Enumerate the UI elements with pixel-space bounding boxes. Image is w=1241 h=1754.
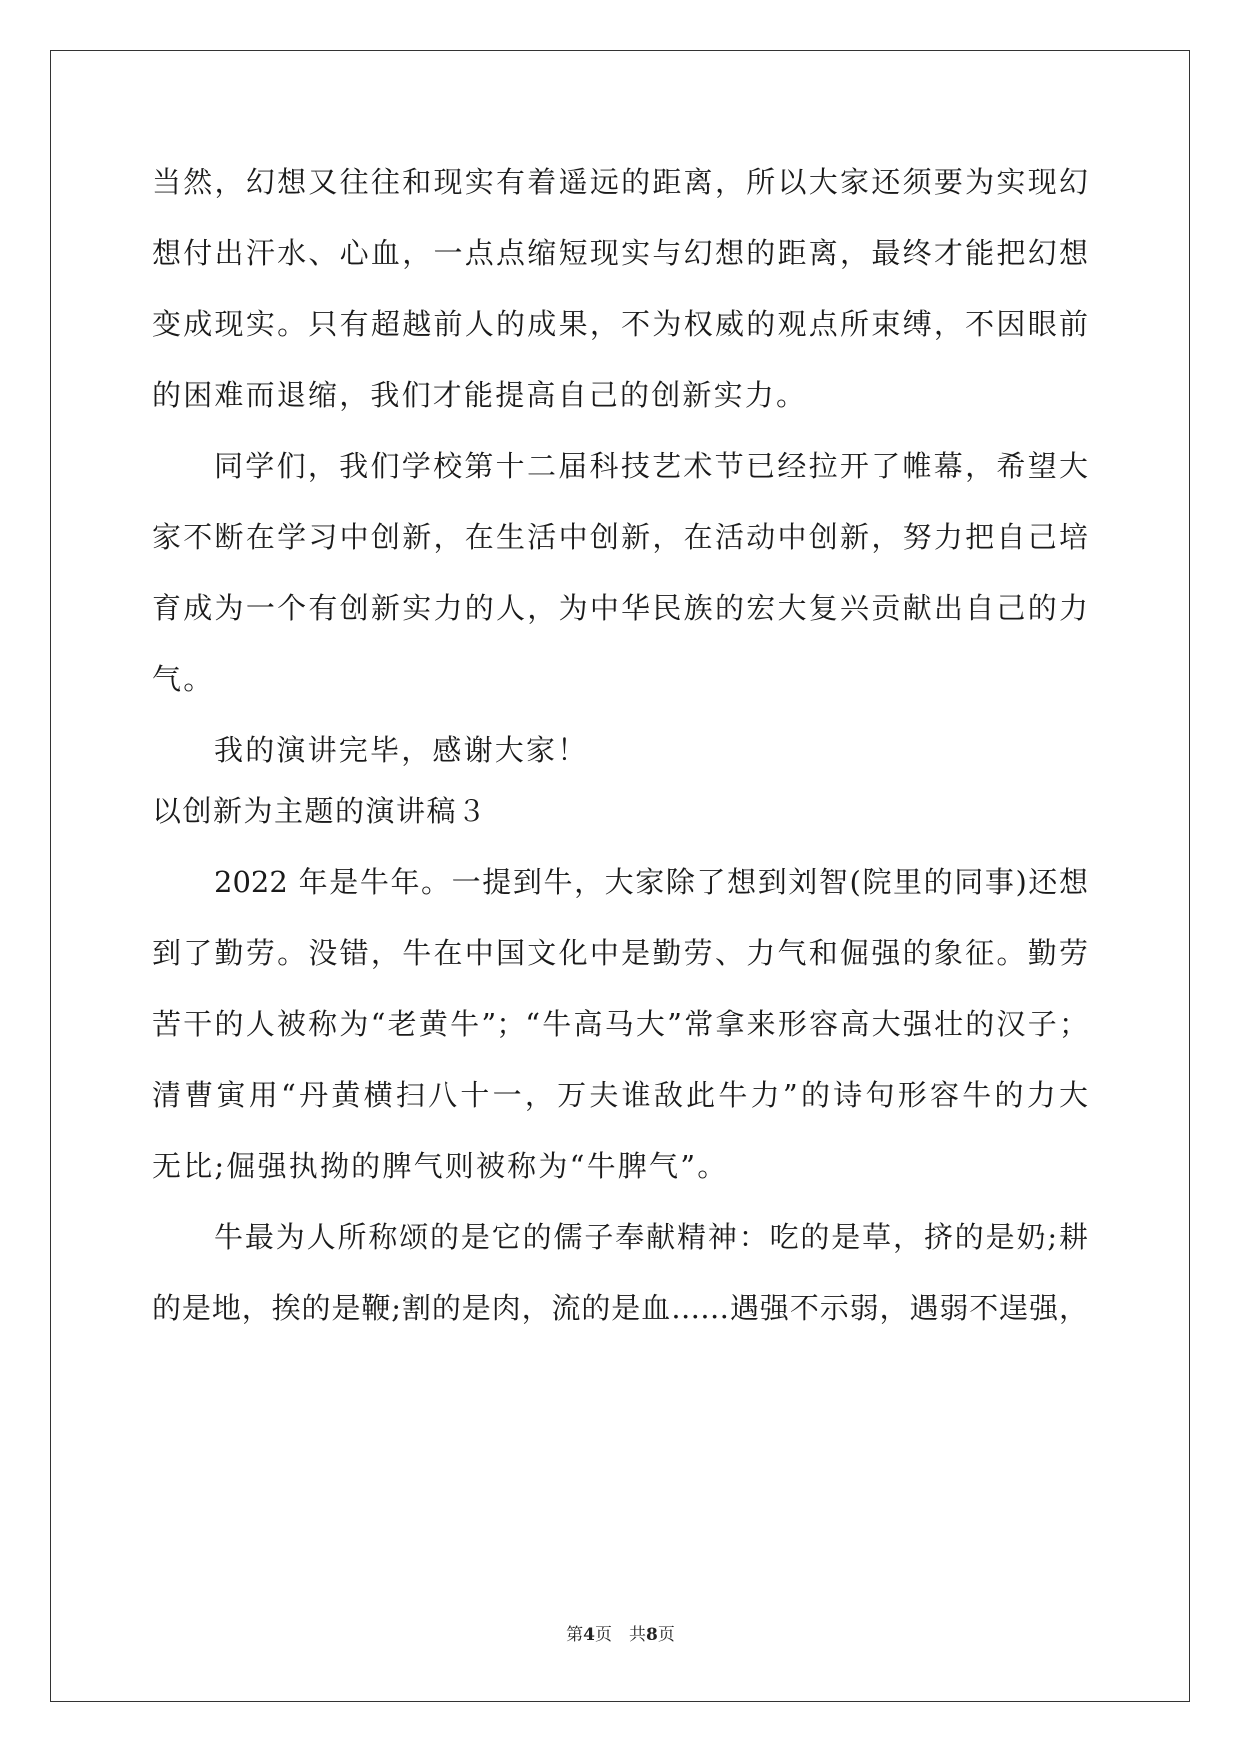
text-line: 的是地，挨的是鞭;割的是肉，流的是血……遇强不示弱，遇弱不逞强， — [152, 1291, 1088, 1325]
footer-mid: 页 共 — [595, 1625, 646, 1645]
footer-total-pages: 8 — [646, 1625, 658, 1645]
text-line: 想付出汗水、心血，一点点缩短现实与幻想的距离，最终才能把幻想 — [152, 236, 1088, 270]
text-line: 到了勤劳。没错，牛在中国文化中是勤劳、力气和倔强的象征。勤劳 — [152, 936, 1088, 970]
text-line: 的困难而退缩，我们才能提高自己的创新实力。 — [152, 378, 808, 412]
text-line: 气。 — [152, 662, 215, 696]
text-line: 我的演讲完毕，感谢大家！ — [214, 733, 589, 767]
text-line: 无比;倔强执拗的脾气则被称为“牛脾气”。 — [152, 1149, 729, 1183]
text-line: 变成现实。只有超越前人的成果，不为权威的观点所束缚，不因眼前 — [152, 307, 1088, 341]
footer-suffix: 页 — [657, 1625, 675, 1645]
text-line: 2022 年是牛年。一提到牛，大家除了想到刘智(院里的同事)还想 — [214, 865, 1088, 899]
text-line: 牛最为人所称颂的是它的儒子奉献精神：吃的是草，挤的是奶;耕 — [214, 1220, 1088, 1254]
footer-page-number: 4 — [583, 1625, 595, 1645]
text-line: 育成为一个有创新实力的人，为中华民族的宏大复兴贡献出自己的力 — [152, 591, 1088, 625]
footer-prefix: 第 — [566, 1625, 584, 1645]
text-line: 清曹寅用“丹黄横扫八十一，万夫谁敌此牛力”的诗句形容牛的力大 — [152, 1078, 1088, 1112]
section-heading: 以创新为主题的演讲稿３ — [152, 794, 488, 828]
text-line: 同学们，我们学校第十二届科技艺术节已经拉开了帷幕，希望大 — [214, 449, 1088, 483]
text-line: 家不断在学习中创新，在生活中创新，在活动中创新，努力把自己培 — [152, 520, 1088, 554]
page-footer — [0, 1620, 1241, 1645]
text-line: 苦干的人被称为“老黄牛”；“牛高马大”常拿来形容高大强壮的汉子； — [152, 1007, 1088, 1041]
text-line: 当然，幻想又往往和现实有着遥远的距离，所以大家还须要为实现幻 — [152, 165, 1088, 199]
